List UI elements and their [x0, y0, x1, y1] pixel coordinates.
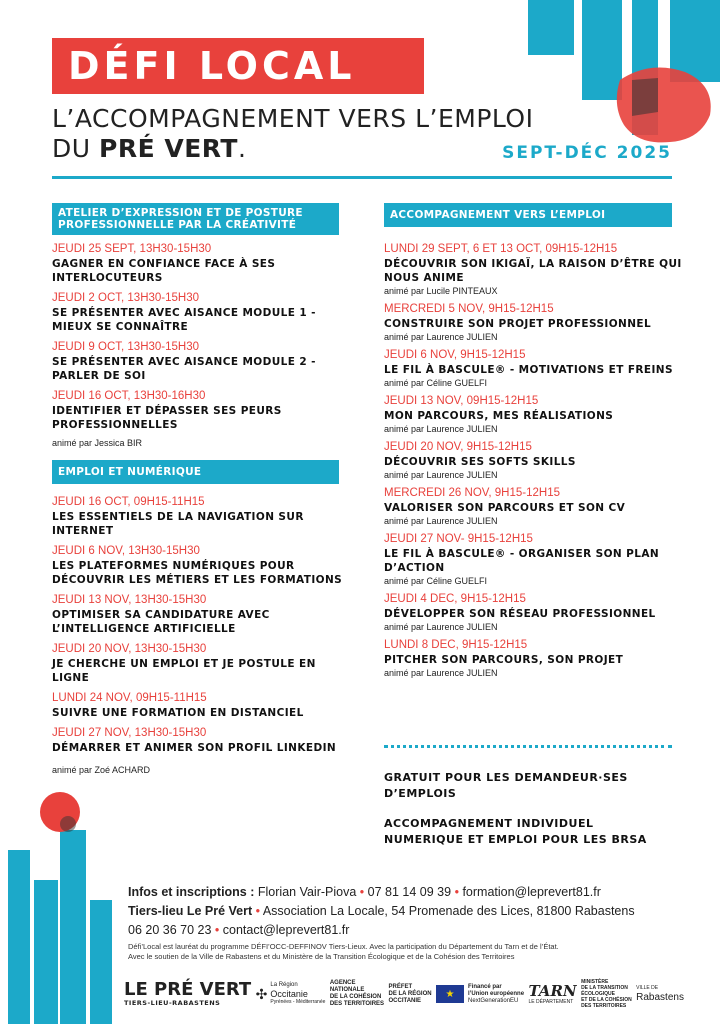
session-item	[52, 291, 352, 334]
session-title: DÉMARRER ET ANIMER SON PROFIL LINKEDIN	[52, 742, 337, 754]
session-date: LUNDI 8 DEC, 9H15-12H15	[384, 639, 528, 651]
session-title: DÉVELOPPER SON RÉSEAU PROFESSIONNEL	[384, 608, 656, 620]
offer-free: GRATUIT POUR LES DEMANDEUR·SES D’EMPLOIS	[384, 771, 628, 800]
session-animator: animé par Céline GUELFI	[384, 576, 488, 586]
session-date: JEUDI 16 OCT, 13H30-16H30	[52, 390, 206, 402]
session-item	[52, 642, 352, 685]
session-item	[52, 242, 352, 285]
eu-flag-icon: ★	[436, 985, 464, 1003]
contact-line3: 06 20 36 70 23 • contact@leprevert81.fr	[128, 923, 350, 937]
period-dates: SEPT-DÉC 2025	[502, 143, 672, 163]
left-column-section1	[52, 242, 352, 448]
section-heading-emploi-numerique: EMPLOI ET NUMÉRIQUE	[52, 460, 339, 484]
session-date: JEUDI 13 NOV, 09H15-12H15	[384, 395, 539, 407]
session-animator: animé par Laurence JULIEN	[384, 332, 498, 342]
contact-line1: Infos et inscriptions : Florian Vair-Piova • 07 81 14 09 39 • formation@leprevert81.fr	[128, 885, 601, 899]
logo-eu: ★ Financé par l’Union européenne NextGenerationEU	[436, 984, 524, 1005]
logo-le-pre-vert: LE PRÉ VERT TIERS-LIEU-RABASTENS	[124, 979, 252, 1007]
logo-tarn: TARN LE DÉPARTEMENT	[528, 981, 577, 1005]
session-date: JEUDI 25 SEPT, 13H30-15H30	[52, 243, 212, 255]
session-title: MON PARCOURS, MES RÉALISATIONS	[384, 410, 614, 422]
session-title: DÉCOUVRIR SES SOFTS SKILLS	[384, 456, 576, 468]
session-title: VALORISER SON PARCOURS ET SON CV	[384, 502, 626, 514]
occitanie-cross-icon: ✣	[255, 985, 268, 1002]
session-date: JEUDI 20 NOV, 13H30-15H30	[52, 643, 207, 655]
session-title: CONSTRUIRE SON PROJET PROFESSIONNEL	[384, 318, 652, 330]
contact-name: Florian Vair-Piova	[257, 885, 357, 899]
session-title: JE CHERCHE UN EMPLOI ET JE POSTULE EN LIGNE	[52, 658, 316, 684]
session-date: JEUDI 6 NOV, 13H30-15H30	[52, 545, 200, 557]
session-title: LE FIL À BASCULE® - MOTIVATIONS ET FREINS	[384, 364, 673, 376]
dotted-divider	[384, 745, 672, 748]
session-title: SE PRÉSENTER AVEC AISANCE MODULE 2 - PARLER DE SOI	[52, 356, 316, 382]
logo-rabastens: VILLE DE Rabastens	[636, 985, 684, 1003]
session-item	[384, 302, 684, 344]
session-title: SE PRÉSENTER AVEC AISANCE MODULE 1 - MIEUX SE CONNAÎTRE	[52, 307, 316, 333]
session-date: MERCREDI 5 NOV, 9H15-12H15	[384, 303, 554, 315]
offer-individual: ACCOMPAGNEMENT INDIVIDUEL NUMERIQUE ET EMPLOI POUR LES BRSA	[384, 817, 647, 846]
session-item	[384, 638, 684, 680]
session-item	[384, 486, 684, 528]
contact-phone1[interactable]: 07 81 14 09 39	[367, 885, 452, 899]
contact-email1[interactable]: formation@leprevert81.fr	[462, 885, 601, 899]
subtitle-line1: L’ACCOMPAGNEMENT VERS L’EMPLOI	[52, 104, 534, 133]
subtitle-line2: DU PRÉ VERT.	[52, 134, 247, 163]
session-date: JEUDI 2 OCT, 13H30-15H30	[52, 292, 200, 304]
session-item	[384, 592, 684, 634]
logo-ministere: MINISTÈRE DE LA TRANSITION ÉCOLOGIQUE ET DE LA COHÉSION DES TERRITOIRES	[581, 979, 632, 1009]
contact-address: Association La Locale, 54 Promenade des Lices, 81800 Rabastens	[262, 904, 635, 918]
decorative-towers-bottom-left	[0, 790, 118, 1024]
session-item	[52, 389, 352, 432]
session-title: GAGNER EN CONFIANCE FACE À SES INTERLOCUTEURS	[52, 258, 276, 284]
session-animator: animé par Laurence JULIEN	[384, 668, 498, 678]
session-date: JEUDI 13 NOV, 13H30-15H30	[52, 594, 207, 606]
session-title: LES ESSENTIELS DE LA NAVIGATION SUR INTERNET	[52, 511, 304, 537]
session-item	[52, 593, 352, 636]
session-item	[52, 726, 352, 755]
session-title: LES PLATEFORMES NUMÉRIQUES POUR DÉCOUVRIR LES MÉTIERS ET LES FORMATIONS	[52, 560, 343, 586]
section-heading-accompagnement: ACCOMPAGNEMENT VERS L’EMPLOI	[384, 203, 672, 227]
section-heading-expression: ATELIER D’EXPRESSION ET DE POSTURE PROFESSIONNELLE PAR LA CRÉATIVITÉ	[52, 203, 339, 235]
session-item	[384, 532, 684, 588]
animator-label: animé par Zoé ACHARD	[52, 765, 151, 775]
session-item	[384, 242, 684, 298]
session-title: PITCHER SON PARCOURS, SON PROJET	[384, 654, 624, 666]
left-column-section2	[52, 495, 352, 775]
session-item	[52, 340, 352, 383]
session-title: LE FIL À BASCULE® - ORGANISER SON PLAN D’ACTION	[384, 548, 660, 574]
logo-region-occitanie: ✣ La Région Occitanie Pyrénées - Méditerranée	[255, 982, 326, 1005]
session-date: JEUDI 9 OCT, 13H30-15H30	[52, 341, 200, 353]
logo-prefet-occitanie: PRÉFET DE LA RÉGION OCCITANIE	[388, 983, 432, 1004]
session-item	[52, 691, 352, 720]
session-item	[384, 348, 684, 390]
session-animator: animé par Lucile PINTEAUX	[384, 286, 498, 296]
session-date: JEUDI 27 NOV- 9H15-12H15	[384, 533, 533, 545]
session-date: JEUDI 16 OCT, 09H15-11H15	[52, 496, 205, 508]
session-title: IDENTIFIER ET DÉPASSER SES PEURS PROFESSIONNELLES	[52, 405, 282, 431]
contact-block	[128, 883, 688, 940]
title-banner: DÉFI LOCAL	[52, 38, 424, 94]
logo-anct: AGENCE NATIONALE DE LA COHÉSION DES TERRITOIRES	[329, 980, 385, 1007]
contact-phone2[interactable]: 06 20 36 70 23	[128, 923, 212, 937]
session-animator: animé par Céline GUELFI	[384, 378, 488, 388]
session-date: LUNDI 24 NOV, 09H15-11H15	[52, 692, 207, 704]
session-title: DÉCOUVRIR SON IKIGAÏ, LA RAISON D’ÊTRE QUI NOUS ANIME	[384, 258, 682, 284]
fine-print: Défi’Local est lauréat du programme DÉFI’OCC-DEFFINOV Tiers-Lieux. Avec la participation du Département du Tarn et de l’État. Avec le soutien de la Ville de Rabastens et du Ministère de la Transition Écologique et de la Cohésion des Territoires	[128, 942, 559, 961]
contact-email2[interactable]: contact@leprevert81.fr	[222, 923, 350, 937]
right-column	[384, 242, 684, 684]
session-item	[52, 544, 352, 587]
session-item	[52, 495, 352, 538]
session-animator: animé par Laurence JULIEN	[384, 622, 498, 632]
session-date: JEUDI 4 DEC, 9H15-12H15	[384, 593, 526, 605]
session-title: OPTIMISER SA CANDIDATURE AVEC L’INTELLIGENCE ARTIFICIELLE	[52, 609, 270, 635]
session-item	[384, 394, 684, 436]
session-animator: animé par Laurence JULIEN	[384, 424, 498, 434]
session-date: JEUDI 27 NOV, 13H30-15H30	[52, 727, 207, 739]
session-animator: animé par Laurence JULIEN	[384, 516, 498, 526]
session-item	[384, 440, 684, 482]
header-divider	[52, 176, 672, 179]
session-date: LUNDI 29 SEPT, 6 ET 13 OCT, 09H15-12H15	[384, 243, 618, 255]
session-title: SUIVRE UNE FORMATION EN DISTANCIEL	[52, 707, 304, 719]
contact-line2: Tiers-lieu Le Pré Vert • Association La Locale, 54 Promenade des Lices, 81800 Rabastens	[128, 904, 635, 918]
animator-label: animé par Jessica BIR	[52, 438, 143, 448]
session-date: JEUDI 6 NOV, 9H15-12H15	[384, 349, 526, 361]
session-animator: animé par Laurence JULIEN	[384, 470, 498, 480]
session-date: MERCREDI 26 NOV, 9H15-12H15	[384, 487, 560, 499]
subtitle	[52, 104, 572, 164]
partner-logos	[124, 972, 684, 1016]
session-date: JEUDI 20 NOV, 9H15-12H15	[384, 441, 532, 453]
